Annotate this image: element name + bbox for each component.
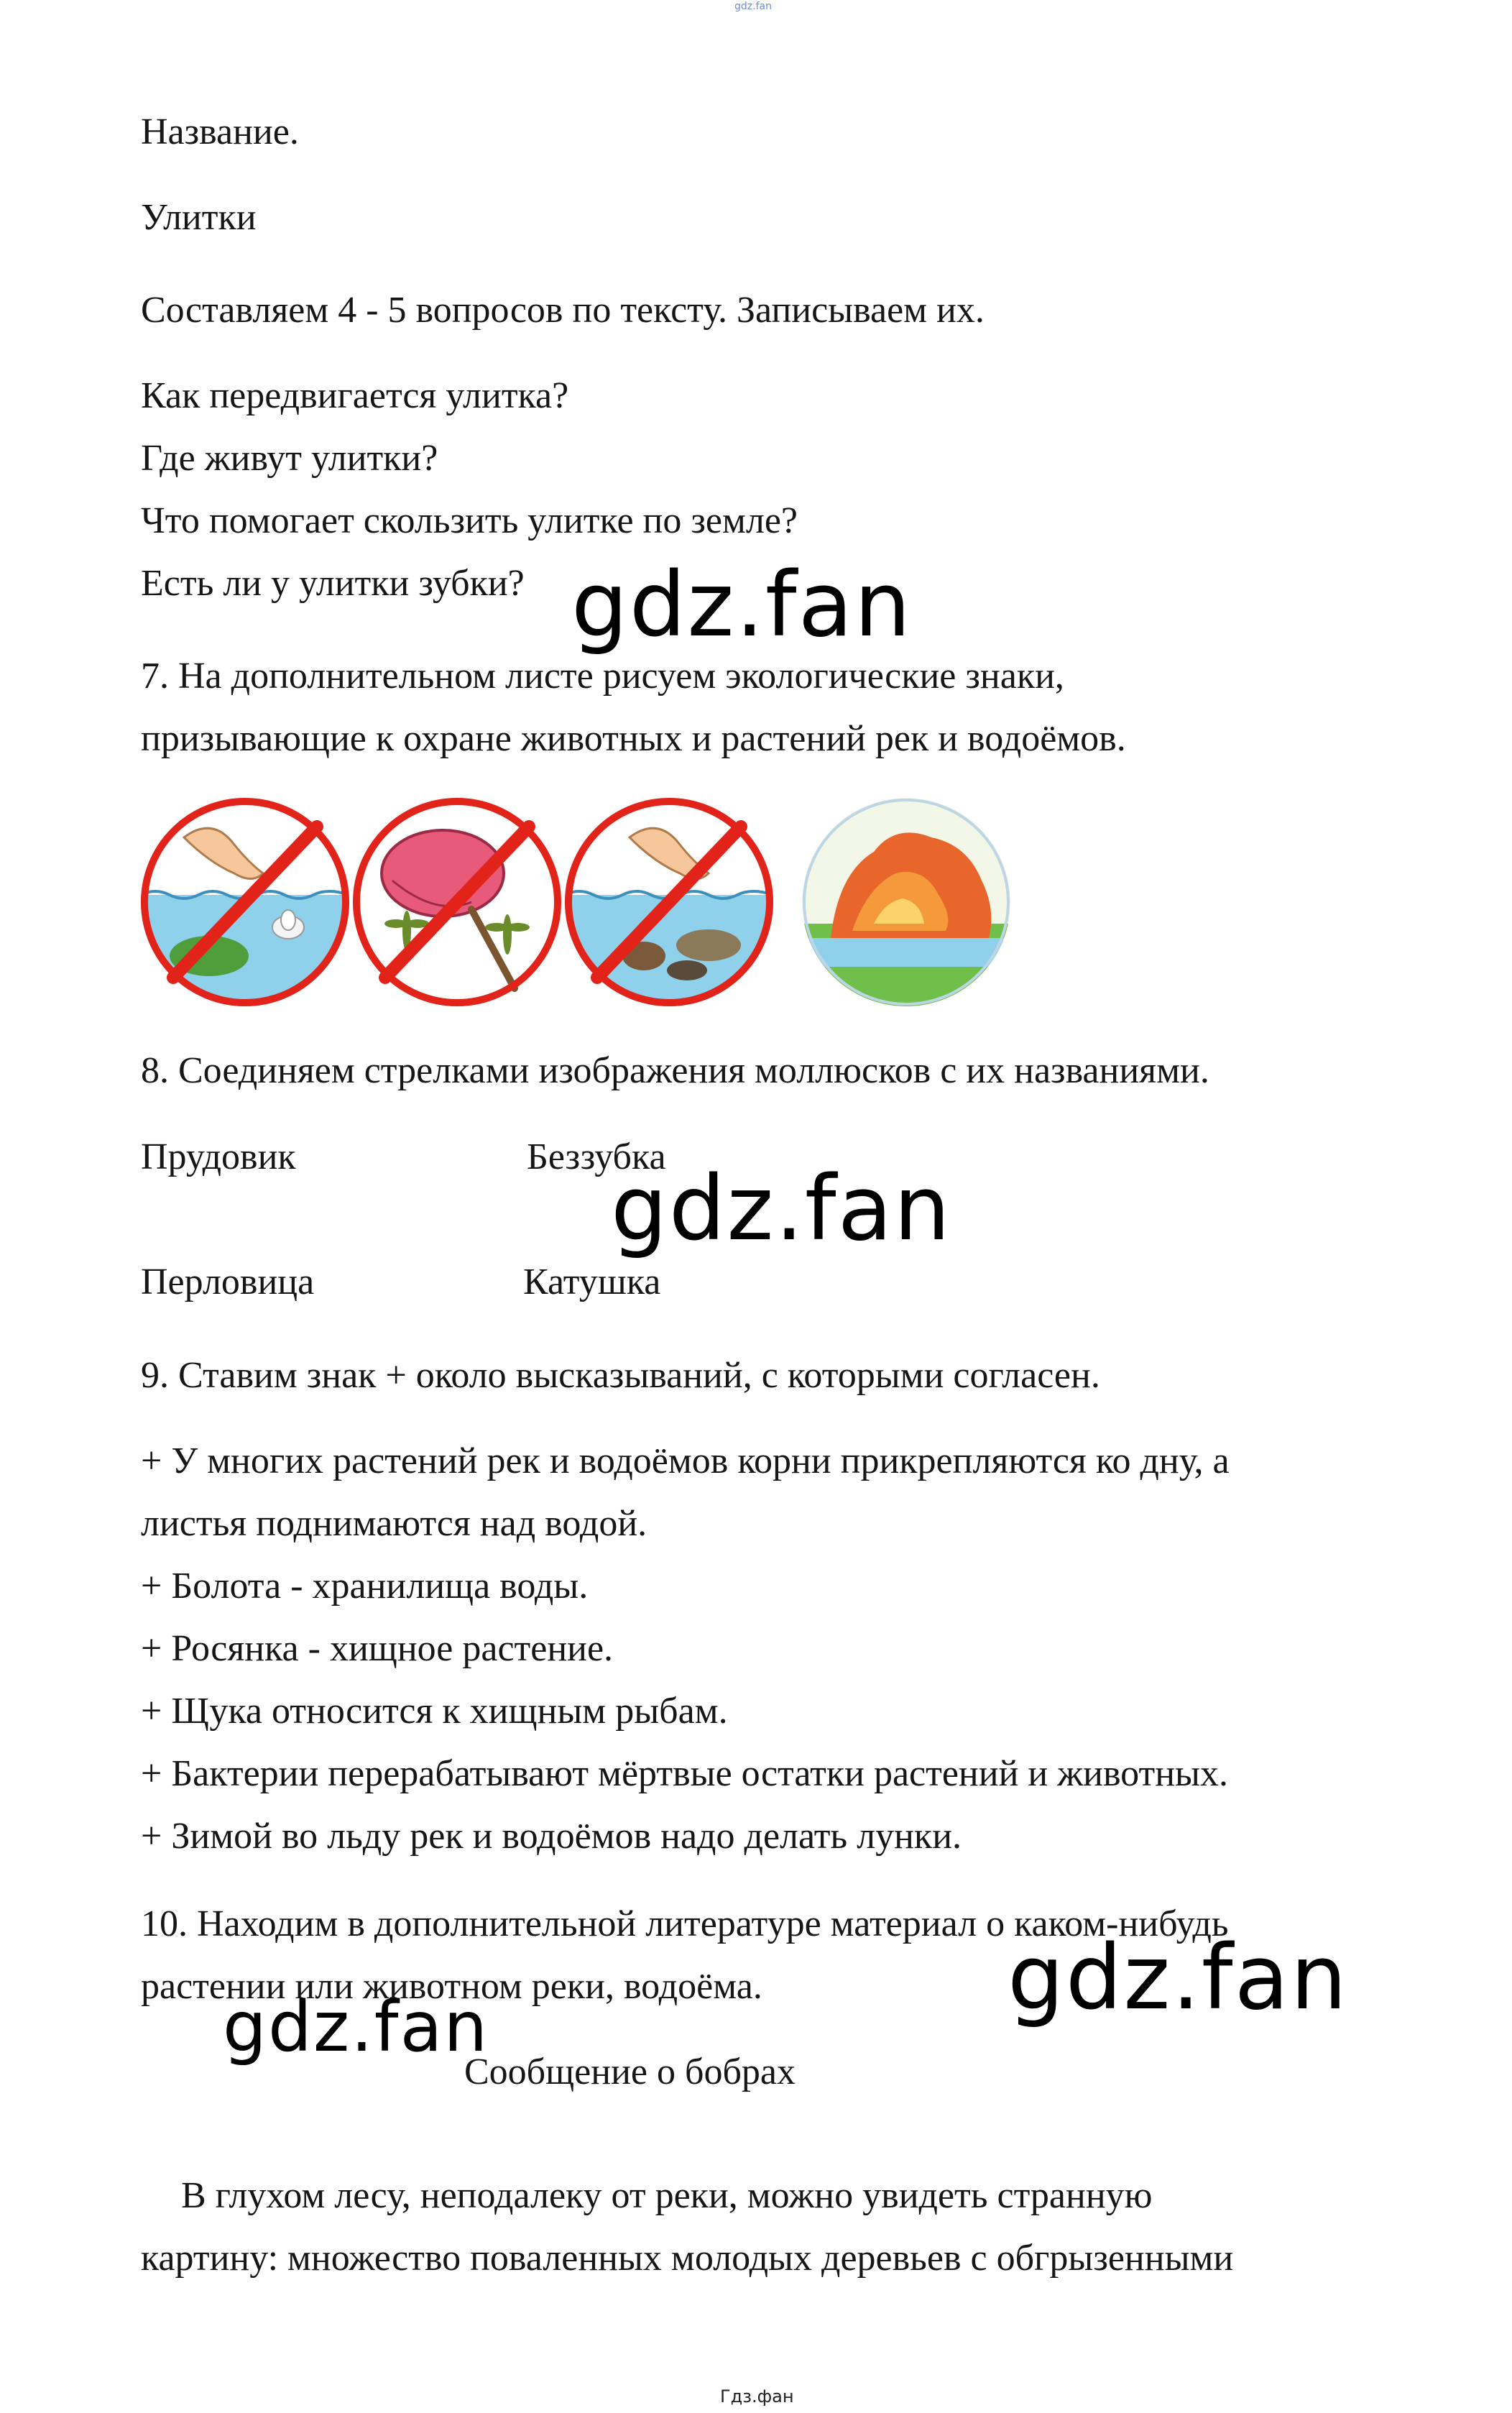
task9: 9. Ставим знак + около высказываний, с которыми согласен. [141,1355,1100,1396]
forest-fire-icon [802,798,1010,1010]
statement-line: + Бактерии перерабатывают мёртвые остатки растений и животных. [141,1753,1228,1794]
question-line: Есть ли у улитки зубки? [141,563,525,604]
statement-line: + Щука относится к хищным рыбам. [141,1691,728,1732]
statement-line: + Зимой во льду рек и водоёмов надо делать лунки. [141,1816,962,1857]
task10-line: растении или животном реки, водоёма. [141,1966,762,2007]
question-line: Как передвигается улитка? [141,375,569,416]
watermark: gdz.fan [571,553,913,657]
statement-line: + Росянка - хищное растение. [141,1628,614,1669]
task7-line: 7. На дополнительном листе рисуем экологические знаки, [141,656,1064,697]
watermark: gdz.fan [223,1987,489,2067]
watermark: gdz.fan [1008,1926,1349,2030]
mollusc-name-right: Катушка [523,1261,661,1302]
no-picking-water-lily-icon [141,798,349,1010]
title-label: Название. [141,111,299,152]
mollusc-name-left: Прудовик [141,1136,296,1177]
header-watermark: gdz.fan [734,1,772,12]
report-text-line: картину: множество поваленных молодых деревьев с обгрызенными [141,2238,1234,2279]
no-catching-shellfish-icon [565,798,773,1010]
question-line: Где живут улитки? [141,438,438,479]
statement-line: + У многих растений рек и водоёмов корни прикрепляются ко дну, а [141,1440,1230,1481]
title-value: Улитки [141,197,257,238]
mollusc-name-right: Беззубка [527,1136,666,1177]
watermark: gdz.fan [611,1157,952,1261]
task8: 8. Соединяем стрелками изображения моллюсков с их названиями. [141,1050,1209,1091]
task-questions: Составляем 4 - 5 вопросов по тексту. Записываем их. [141,290,985,331]
eco-signs-row [141,794,1010,1010]
report-text-line: В глухом лесу, неподалеку от реки, можно увидеть странную [181,2175,1153,2216]
report-title: Сообщение о бобрах [464,2051,796,2092]
statement-line: + Болота - хранилища воды. [141,1566,589,1607]
no-catching-insects-net-icon [353,798,561,1006]
page-footer: Гдз.фан [720,2386,794,2407]
task7-line: призывающие к охране животных и растений рек и водоёмов. [141,718,1126,759]
statement-line: листья поднимаются над водой. [141,1503,647,1544]
question-line: Что помогает скользить улитке по земле? [141,500,798,541]
task10-line: 10. Находим в дополнительной литературе материал о каком-нибудь [141,1903,1229,1944]
mollusc-name-left: Перловица [141,1261,315,1302]
